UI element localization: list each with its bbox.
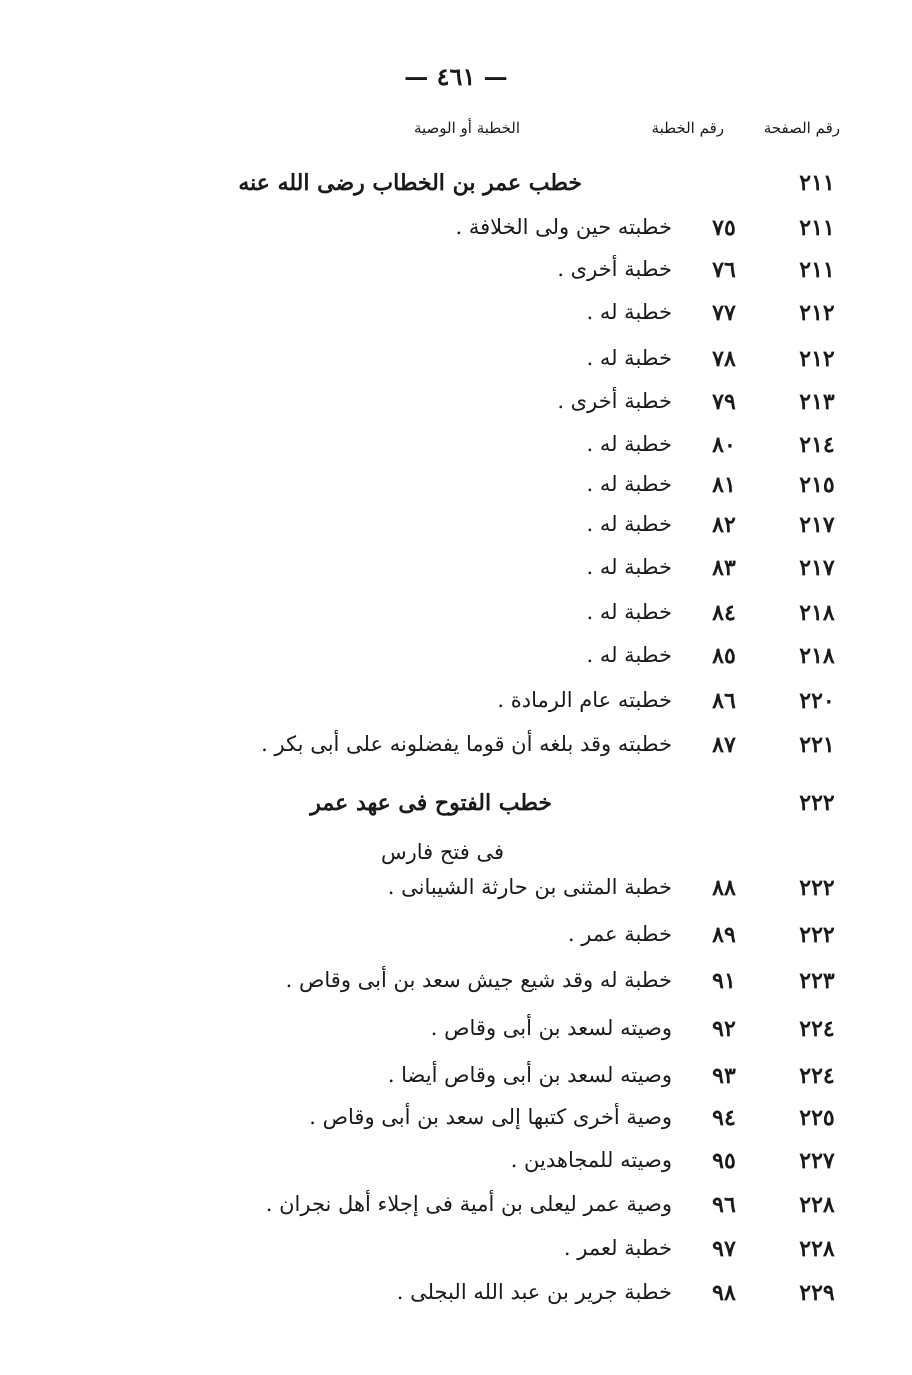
page-number: — ٤٦١ — bbox=[404, 62, 508, 91]
speech-title-cell: خطبة له . bbox=[586, 346, 672, 370]
page-number-cell: ٢٢٠ bbox=[799, 688, 835, 714]
page-number-cell: ٢٢٩ bbox=[799, 1280, 835, 1306]
page-number-cell: ٢٢٢ bbox=[799, 875, 835, 901]
speech-title-cell: وصيته لسعد بن أبى وقاص . bbox=[430, 1016, 672, 1040]
speech-title-cell: وصية أخرى كتبها إلى سعد بن أبى وقاص . bbox=[309, 1105, 672, 1129]
page-number-cell: ٢١٢ bbox=[799, 300, 835, 326]
page-number-cell: ٢٢٤ bbox=[799, 1016, 835, 1042]
speech-title-cell: خطبة له . bbox=[586, 300, 672, 324]
table-row bbox=[0, 732, 912, 772]
section-heading-row bbox=[0, 840, 912, 880]
speech-title-cell: خطبته حين ولى الخلافة . bbox=[455, 215, 672, 239]
page-number-cell: ٢١٨ bbox=[799, 643, 835, 669]
section-title: خطب الفتوح فى عهد عمر bbox=[310, 790, 552, 816]
table-row bbox=[0, 432, 912, 472]
page-number-cell: ٢٢٧ bbox=[799, 1148, 835, 1174]
speech-title-cell: خطبة جرير بن عبد الله البجلى . bbox=[396, 1280, 672, 1304]
table-row bbox=[0, 512, 912, 552]
page-number-cell: ٢١٢ bbox=[799, 346, 835, 372]
speech-number-cell: ٩٤ bbox=[712, 1105, 736, 1131]
page-number-cell: ٢١٧ bbox=[799, 555, 835, 581]
table-row bbox=[0, 215, 912, 255]
column-header-title: الخطبة أو الوصية bbox=[413, 119, 520, 137]
page-number-cell: ٢٢٣ bbox=[799, 968, 835, 994]
column-header-page: رقم الصفحة bbox=[763, 119, 840, 137]
page-number-cell: ٢٢٨ bbox=[799, 1192, 835, 1218]
subsection-title: فى فتح فارس bbox=[380, 840, 504, 864]
speech-number-cell: ٩٦ bbox=[712, 1192, 736, 1218]
speech-number-cell: ٨٠ bbox=[712, 432, 736, 458]
speech-number-cell: ٩٧ bbox=[712, 1236, 736, 1262]
speech-number-cell: ٨٩ bbox=[712, 922, 736, 948]
section-heading-row bbox=[0, 790, 912, 830]
page-number-cell: ٢١١ bbox=[799, 257, 835, 283]
table-row bbox=[0, 968, 912, 1008]
speech-number-cell: ٨٧ bbox=[712, 732, 736, 758]
speech-number-cell: ٨٤ bbox=[712, 600, 736, 626]
speech-number-cell: ٨٢ bbox=[712, 512, 736, 538]
speech-number-cell: ٩٨ bbox=[712, 1280, 736, 1306]
table-row bbox=[0, 688, 912, 728]
speech-number-cell: ٩٢ bbox=[712, 1016, 736, 1042]
page-number-cell: ٢١٣ bbox=[799, 389, 835, 415]
speech-number-cell: ٩١ bbox=[712, 968, 736, 994]
speech-title-cell: خطبة أخرى . bbox=[557, 257, 672, 281]
table-row bbox=[0, 1280, 912, 1320]
table-row bbox=[0, 555, 912, 595]
page-number-cell: ٢٢١ bbox=[799, 732, 835, 758]
speech-title-cell: خطبة له وقد شيع جيش سعد بن أبى وقاص . bbox=[285, 968, 672, 992]
table-row bbox=[0, 300, 912, 340]
speech-title-cell: خطبة له . bbox=[586, 472, 672, 496]
page-number-cell: ٢٢٤ bbox=[799, 1063, 835, 1089]
speech-number-cell: ٧٥ bbox=[712, 215, 736, 241]
table-row bbox=[0, 1016, 912, 1056]
speech-number-cell: ٨١ bbox=[712, 472, 736, 498]
speech-title-cell: وصيته لسعد بن أبى وقاص أيضا . bbox=[387, 1063, 672, 1087]
speech-title-cell: خطبة له . bbox=[586, 600, 672, 624]
speech-number-cell: ٧٩ bbox=[712, 389, 736, 415]
table-row bbox=[0, 875, 912, 915]
speech-title-cell: خطبة له . bbox=[586, 643, 672, 667]
speech-number-cell: ٨٥ bbox=[712, 643, 736, 669]
speech-number-cell: ٨٦ bbox=[712, 688, 736, 714]
page-number-cell: ٢١٧ bbox=[799, 512, 835, 538]
speech-number-cell: ٨٣ bbox=[712, 555, 736, 581]
speech-title-cell: خطبة له . bbox=[586, 432, 672, 456]
page-number-cell: ٢١١ bbox=[799, 170, 835, 196]
page-number-cell: ٢٢٢ bbox=[799, 790, 835, 816]
speech-number-cell: ٩٣ bbox=[712, 1063, 736, 1089]
speech-title-cell: خطبة له . bbox=[586, 555, 672, 579]
speech-title-cell: خطبة له . bbox=[586, 512, 672, 536]
speech-number-cell: ٧٧ bbox=[712, 300, 736, 326]
speech-title-cell: وصيته للمجاهدين . bbox=[510, 1148, 672, 1172]
speech-title-cell: وصية عمر ليعلى بن أمية فى إجلاء أهل نجران . bbox=[265, 1192, 672, 1216]
speech-number-cell: ٧٨ bbox=[712, 346, 736, 372]
table-row bbox=[0, 257, 912, 297]
page-number-cell: ٢١١ bbox=[799, 215, 835, 241]
table-row bbox=[0, 643, 912, 683]
speech-title-cell: خطبته عام الرمادة . bbox=[497, 688, 672, 712]
table-row bbox=[0, 472, 912, 512]
speech-number-cell: ٨٨ bbox=[712, 875, 736, 901]
section-heading-row bbox=[0, 170, 912, 210]
table-row bbox=[0, 1236, 912, 1276]
column-header-number: رقم الخطبة bbox=[651, 119, 724, 137]
table-row bbox=[0, 600, 912, 640]
table-row bbox=[0, 346, 912, 386]
table-row bbox=[0, 1063, 912, 1103]
table-row bbox=[0, 1105, 912, 1145]
table-row bbox=[0, 1148, 912, 1188]
speech-number-cell: ٧٦ bbox=[712, 257, 736, 283]
section-title: خطب عمر بن الخطاب رضى الله عنه bbox=[238, 170, 582, 196]
speech-title-cell: خطبته وقد بلغه أن قوما يفضلونه على أبى بكر . bbox=[261, 732, 672, 756]
table-row bbox=[0, 389, 912, 429]
speech-title-cell: خطبة لعمر . bbox=[563, 1236, 672, 1260]
page-number-cell: ٢٢٨ bbox=[799, 1236, 835, 1262]
table-row bbox=[0, 1192, 912, 1232]
page-number-cell: ٢١٤ bbox=[799, 432, 835, 458]
page-number-cell: ٢٢٥ bbox=[799, 1105, 835, 1131]
page-number-cell: ٢١٥ bbox=[799, 472, 835, 498]
page-number-cell: ٢١٨ bbox=[799, 600, 835, 626]
speech-title-cell: خطبة أخرى . bbox=[557, 389, 672, 413]
speech-title-cell: خطبة عمر . bbox=[567, 922, 672, 946]
speech-title-cell: خطبة المثنى بن حارثة الشيبانى . bbox=[387, 875, 672, 899]
speech-number-cell: ٩٥ bbox=[712, 1148, 736, 1174]
page-number-cell: ٢٢٢ bbox=[799, 922, 835, 948]
table-row bbox=[0, 922, 912, 962]
